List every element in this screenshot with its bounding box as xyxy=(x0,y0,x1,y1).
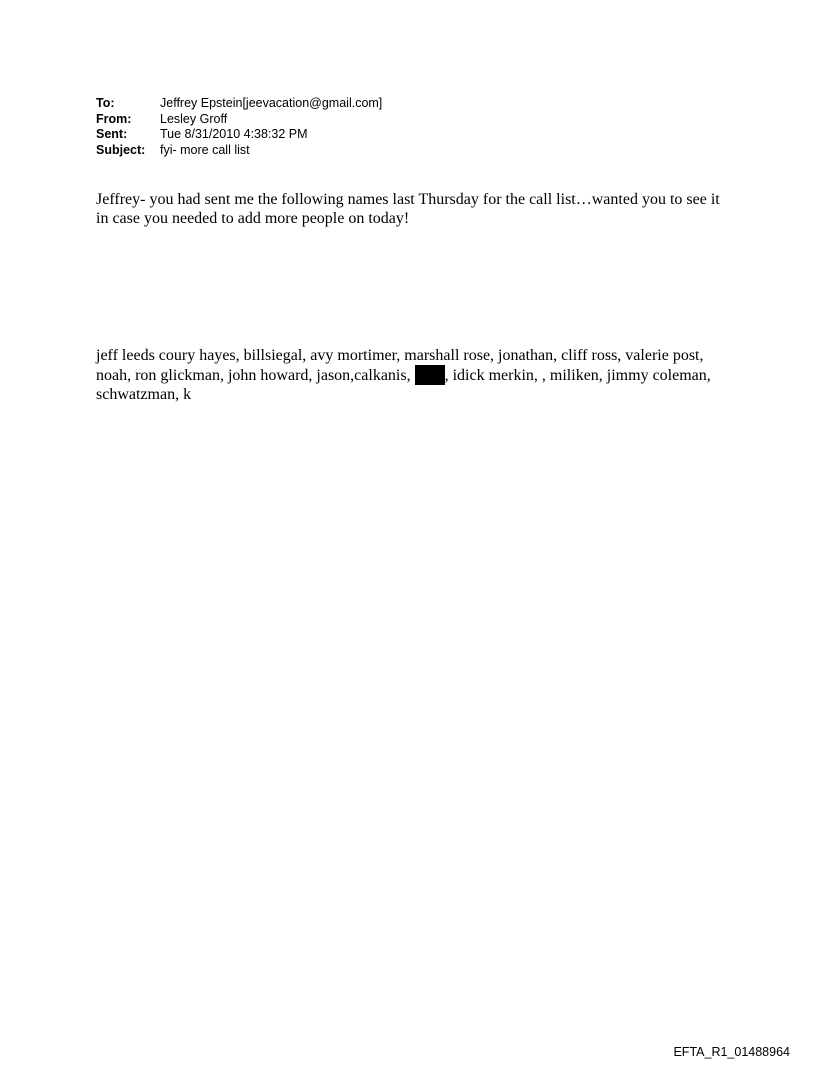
sent-label: Sent: xyxy=(96,127,128,141)
call-list-names xyxy=(96,346,736,404)
to-row xyxy=(96,96,382,112)
from-value: Lesley Groff xyxy=(160,111,228,126)
subject-row xyxy=(96,143,382,159)
message-intro: Jeffrey- you had sent me the following names last Thursday for the call list…wanted you to see it in case you needed to add more people on today! xyxy=(96,191,720,227)
subject-value: fyi- more call list xyxy=(160,142,250,157)
to-value: Jeffrey Epstein[jeevacation@gmail.com] xyxy=(160,96,383,110)
redaction-box xyxy=(415,365,445,385)
from-row xyxy=(96,112,382,128)
names-text-after: , idick merkin, , miliken, jimmy coleman, schwatzman, k xyxy=(96,367,711,403)
email-header xyxy=(96,96,382,158)
from-label: From: xyxy=(96,111,132,126)
names-text-before: jeff leeds coury hayes, billsiegal, avy mortimer, marshall rose, jonathan, cliff ross, valerie post, noah, ron glickman, john howard, jason,calkanis, xyxy=(96,347,704,384)
subject-label: Subject: xyxy=(96,142,146,157)
sent-row xyxy=(96,127,382,143)
sent-value: Tue 8/31/2010 4:38:32 PM xyxy=(160,127,308,141)
bates-number: EFTA_R1_01488964 xyxy=(673,1045,790,1059)
to-label: To: xyxy=(96,96,115,110)
